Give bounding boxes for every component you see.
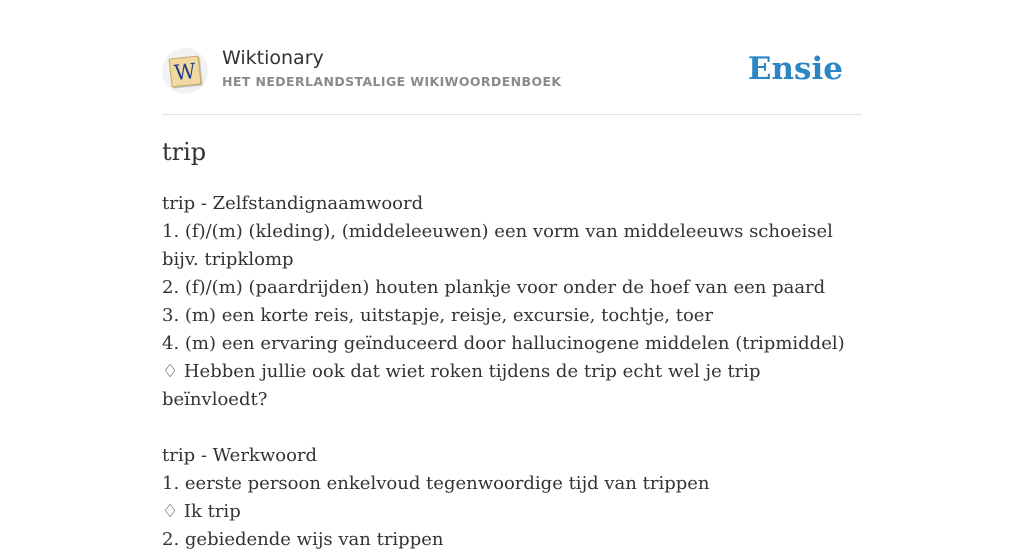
site-header <box>162 44 862 115</box>
section-heading: trip - Werkwoord <box>162 445 318 466</box>
section-spacer <box>162 414 862 442</box>
definition-line: 2. gebiedende wijs van trippen <box>162 529 444 550</box>
example-line: ♢ Ik trip <box>162 501 241 522</box>
section-noun <box>162 190 862 414</box>
logo-letter: W <box>173 58 198 86</box>
definition-line: 2. (f)/(m) (paardrijden) houten plankje voor onder de hoef van een paard <box>162 277 826 298</box>
site-subtitle: HET NEDERLANDSTALIGE WIKIWOORDENBOEK <box>222 74 562 89</box>
site-name[interactable]: Wiktionary <box>222 47 324 69</box>
section-heading: trip - Zelfstandignaamwoord <box>162 193 424 214</box>
w-tile-icon <box>169 56 202 88</box>
page-title: trip <box>162 138 207 166</box>
example-line: ♢ Hebben jullie ook dat wiet roken tijdens de trip echt wel je trip beïnvloedt? <box>162 361 761 410</box>
definition-line: 1. eerste persoon enkelvoud tegenwoordige tijd van trippen <box>162 473 710 494</box>
definition-line: 4. (m) een ervaring geïnduceerd door hallucinogene middelen (tripmiddel) <box>162 333 845 354</box>
definition-content <box>162 190 862 554</box>
definition-line: 3. (m) een korte reis, uitstapje, reisje, excursie, tochtje, toer <box>162 305 714 326</box>
ensie-brand-link[interactable]: Ensie <box>747 51 843 87</box>
section-verb <box>162 442 862 554</box>
definition-line: 1. (f)/(m) (kleding), (middeleeuwen) een vorm van middeleeuws schoeisel bijv. tripklomp <box>162 221 833 270</box>
wiktionary-logo[interactable] <box>162 48 208 94</box>
